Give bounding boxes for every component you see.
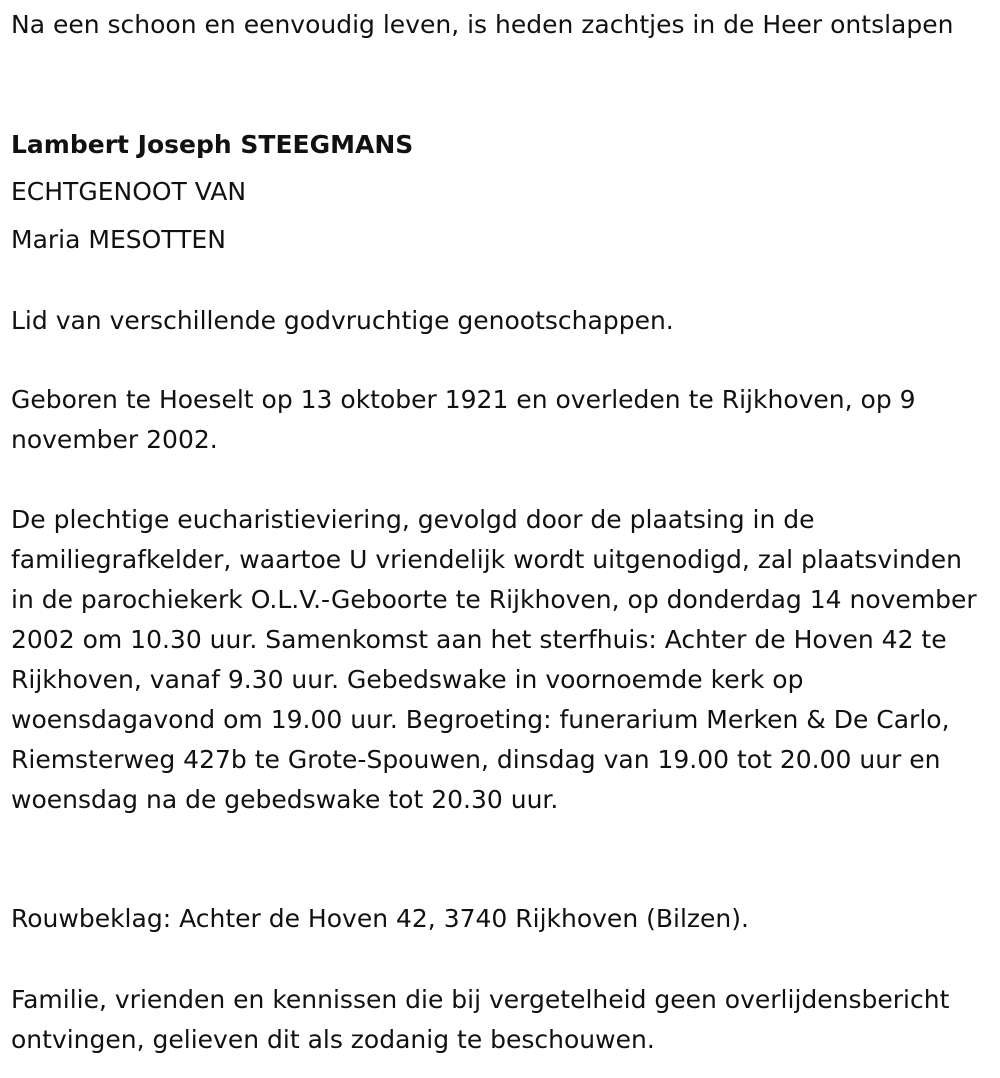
intro-text: Na een schoon en eenvoudig leven, is heden zachtjes in de Heer ontslapen — [11, 10, 954, 39]
condolences-text: Rouwbeklag: Achter de Hoven 42, 3740 Rijkhoven (Bilzen). — [11, 904, 749, 933]
spouse-name: Maria MESOTTEN — [11, 225, 226, 254]
ceremony-text: De plechtige eucharistieviering, gevolgd door de plaatsing in de familiegrafkelder, waartoe U vriendelijk wordt uitgenodigd, zal plaatsvinden in de parochiekerk O.L.V.-Geboorte te Rijkhoven, op donderdag 14 november 2002 om 10.30 uur. Samenkomst aan het sterfhuis: Achter de Hoven 42 te Rijkhoven, vanaf 9.30 uur. Gebedswake in voornoemde kerk op woensdagavond om 19.00 uur. Begroeting: funerarium Merken & De Carlo, Riemsterweg 427b te Grote-Spouwen, dinsdag van 19.00 tot 20.00 uur en woensdag na de gebedswake tot 20.30 uur. — [11, 505, 977, 814]
family-note-text: Familie, vrienden en kennissen die bij vergetelheid geen overlijdensbericht ontvingen, gelieven dit als zodanig te beschouwen. — [11, 985, 950, 1054]
membership-text: Lid van verschillende godvruchtige genootschappen. — [11, 306, 674, 335]
relation-text: ECHTGENOOT VAN — [11, 177, 247, 206]
deceased-name: Lambert Joseph STEEGMANS — [11, 130, 414, 159]
birth-death-text: Geboren te Hoeselt op 13 oktober 1921 en overleden te Rijkhoven, op 9 november 2002. — [11, 385, 916, 454]
